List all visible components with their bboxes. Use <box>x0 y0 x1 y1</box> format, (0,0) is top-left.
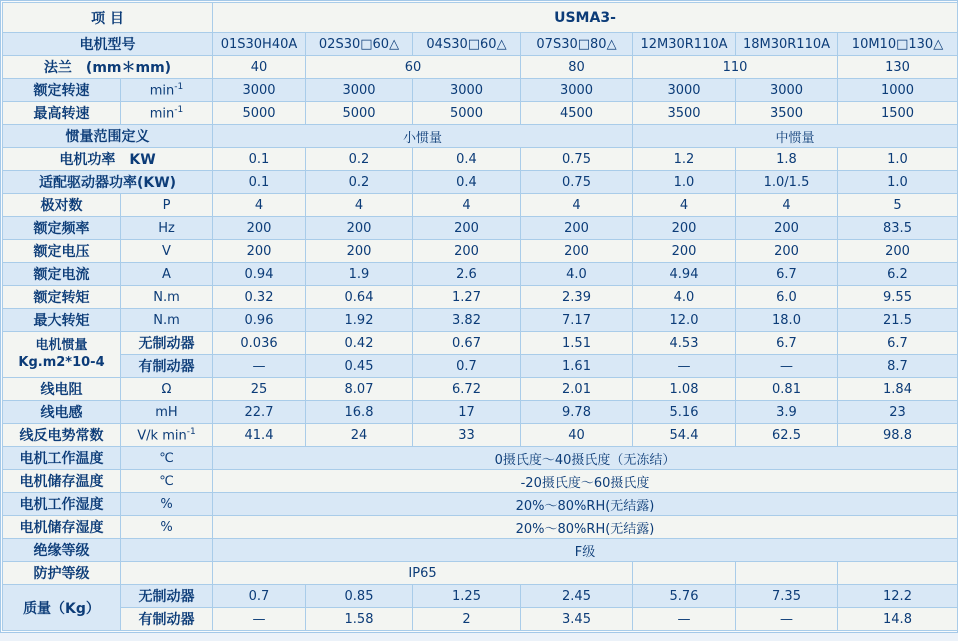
value-cell: 2.39 <box>521 286 633 309</box>
value-cell: 0.45 <box>306 355 413 378</box>
value-cell: 1000 <box>838 79 958 102</box>
value-cell: 20%～80%RH(无结露) <box>213 493 958 516</box>
value-cell: 24 <box>306 424 413 447</box>
value-cell: 21.5 <box>838 309 958 332</box>
value-cell: 3.9 <box>736 401 838 424</box>
value-cell: 1.58 <box>306 608 413 631</box>
value-cell: 4 <box>633 194 736 217</box>
unit-cell <box>121 562 213 585</box>
row-label: 额定电压 <box>3 240 121 263</box>
value-cell: 80 <box>521 56 633 79</box>
empty-cell <box>736 562 838 585</box>
value-cell: 130 <box>838 56 958 79</box>
value-cell: 0.75 <box>521 148 633 171</box>
row-inertia-class <box>3 125 958 148</box>
value-cell: 0.2 <box>306 148 413 171</box>
motor-spec-table <box>2 2 958 631</box>
value-cell: 0.42 <box>306 332 413 355</box>
value-cell: 200 <box>521 240 633 263</box>
unit-cell: N.m <box>121 309 213 332</box>
row-rated-voltage <box>3 240 958 263</box>
value-cell: 1.27 <box>413 286 521 309</box>
value-cell: 4 <box>413 194 521 217</box>
value-cell: 3000 <box>306 79 413 102</box>
unit-text: min <box>149 106 175 122</box>
row-pole-pairs <box>3 194 958 217</box>
value-cell: F级 <box>213 539 958 562</box>
value-cell: -20摄氏度～60摄氏度 <box>213 470 958 493</box>
row-flange <box>3 56 958 79</box>
row-label: 额定电流 <box>3 263 121 286</box>
value-cell: 60 <box>306 56 521 79</box>
row-label: 电机储存湿度 <box>3 516 121 539</box>
unit-sup: -1 <box>174 104 184 115</box>
value-cell: 1.08 <box>633 378 736 401</box>
row-label: 绝缘等级 <box>3 539 121 562</box>
value-cell: 200 <box>306 217 413 240</box>
value-cell: 7.17 <box>521 309 633 332</box>
row-label: 电机储存温度 <box>3 470 121 493</box>
value-cell: 0.32 <box>213 286 306 309</box>
value-cell: — <box>213 355 306 378</box>
value-cell: 8.07 <box>306 378 413 401</box>
row-rated-freq <box>3 217 958 240</box>
value-cell: 0.1 <box>213 171 306 194</box>
value-cell: 62.5 <box>736 424 838 447</box>
value-cell: 3000 <box>521 79 633 102</box>
row-label: 额定转矩 <box>3 286 121 309</box>
value-cell: 23 <box>838 401 958 424</box>
unit-cell: % <box>121 516 213 539</box>
row-insulation <box>3 539 958 562</box>
value-cell: 6.7 <box>736 332 838 355</box>
inertia-label-line2: Kg.m2*10-4 <box>18 354 105 370</box>
value-cell: 6.72 <box>413 378 521 401</box>
unit-cell <box>121 102 213 125</box>
value-cell: 0摄氏度～40摄氏度（无冻结） <box>213 447 958 470</box>
row-label: 惯量范围定义 <box>3 125 213 148</box>
value-cell: 1.61 <box>521 355 633 378</box>
value-cell: — <box>633 608 736 631</box>
value-cell: 40 <box>213 56 306 79</box>
value-cell: 54.4 <box>633 424 736 447</box>
value-cell: 3000 <box>736 79 838 102</box>
value-cell: 4.0 <box>521 263 633 286</box>
row-protection <box>3 562 958 585</box>
value-cell: 200 <box>413 240 521 263</box>
value-cell: 5.76 <box>633 585 736 608</box>
value-cell: 83.5 <box>838 217 958 240</box>
value-cell: 1.92 <box>306 309 413 332</box>
unit-cell: N.m <box>121 286 213 309</box>
value-cell: 1.2 <box>633 148 736 171</box>
value-cell: 4500 <box>521 102 633 125</box>
value-cell: 98.8 <box>838 424 958 447</box>
row-label: 线反电势常数 <box>3 424 121 447</box>
value-cell: — <box>736 355 838 378</box>
unit-cell: % <box>121 493 213 516</box>
row-line-inductance <box>3 401 958 424</box>
value-cell: 17 <box>413 401 521 424</box>
row-header <box>3 3 958 33</box>
value-cell: 3.45 <box>521 608 633 631</box>
value-cell: 6.0 <box>736 286 838 309</box>
row-label: 最大转矩 <box>3 309 121 332</box>
value-cell: — <box>736 608 838 631</box>
unit-cell: V <box>121 240 213 263</box>
value-cell: 0.75 <box>521 171 633 194</box>
value-cell: 5 <box>838 194 958 217</box>
value-cell: 14.8 <box>838 608 958 631</box>
unit-cell: ℃ <box>121 470 213 493</box>
unit-sup: -1 <box>186 426 196 437</box>
value-cell: 200 <box>213 217 306 240</box>
value-cell: 1.51 <box>521 332 633 355</box>
value-cell: 6.2 <box>838 263 958 286</box>
value-cell: 200 <box>838 240 958 263</box>
value-cell: 4 <box>213 194 306 217</box>
value-cell: 小惯量 <box>213 125 633 148</box>
value-cell: 0.64 <box>306 286 413 309</box>
value-cell: 2.01 <box>521 378 633 401</box>
unit-cell: Hz <box>121 217 213 240</box>
value-cell: 12.0 <box>633 309 736 332</box>
row-rated-speed <box>3 79 958 102</box>
unit-text: min <box>149 83 175 99</box>
value-cell: 3.82 <box>413 309 521 332</box>
unit-cell <box>121 79 213 102</box>
value-cell: 6.7 <box>838 332 958 355</box>
value-cell: 5000 <box>213 102 306 125</box>
value-cell: 1.0/1.5 <box>736 171 838 194</box>
value-cell: 3500 <box>633 102 736 125</box>
row-driver-power <box>3 171 958 194</box>
value-cell: 4.53 <box>633 332 736 355</box>
row-label: 线电感 <box>3 401 121 424</box>
row-label: 适配驱动器功率(KW) <box>3 171 213 194</box>
unit-cell: ℃ <box>121 447 213 470</box>
value-cell: 0.2 <box>306 171 413 194</box>
value-cell: 3500 <box>736 102 838 125</box>
row-motor-power <box>3 148 958 171</box>
unit-cell <box>121 539 213 562</box>
value-cell: 200 <box>736 240 838 263</box>
value-cell: 16.8 <box>306 401 413 424</box>
value-cell: 25 <box>213 378 306 401</box>
value-cell: 0.85 <box>306 585 413 608</box>
series-header: USMA3- <box>213 3 958 33</box>
value-cell: 20%～80%RH(无结露) <box>213 516 958 539</box>
value-cell: 0.96 <box>213 309 306 332</box>
row-rated-current <box>3 263 958 286</box>
item-header: 项 目 <box>3 3 213 33</box>
value-cell: 中惯量 <box>633 125 958 148</box>
value-cell: 0.1 <box>213 148 306 171</box>
value-cell: 5000 <box>306 102 413 125</box>
value-cell: 1.0 <box>838 148 958 171</box>
row-label: 电机工作湿度 <box>3 493 121 516</box>
row-back-emf <box>3 424 958 447</box>
value-cell: 40 <box>521 424 633 447</box>
row-label: 额定频率 <box>3 217 121 240</box>
value-cell: — <box>213 608 306 631</box>
value-cell: 12.2 <box>838 585 958 608</box>
row-storage-temp <box>3 470 958 493</box>
value-cell: 6.7 <box>736 263 838 286</box>
value-cell: 1.25 <box>413 585 521 608</box>
unit-cell: mH <box>121 401 213 424</box>
value-cell: 4.0 <box>633 286 736 309</box>
value-cell: 0.4 <box>413 171 521 194</box>
value-cell: 200 <box>521 217 633 240</box>
model-cell: 10M10□130△ <box>838 33 958 56</box>
value-cell: 0.4 <box>413 148 521 171</box>
value-cell: 1.0 <box>838 171 958 194</box>
row-label: 电机工作温度 <box>3 447 121 470</box>
value-cell: 200 <box>633 240 736 263</box>
row-max-torque <box>3 309 958 332</box>
value-cell: 2.6 <box>413 263 521 286</box>
value-cell: 5000 <box>413 102 521 125</box>
value-cell: 0.7 <box>213 585 306 608</box>
unit-text: V/k min <box>137 428 187 444</box>
model-cell: 07S30□80△ <box>521 33 633 56</box>
value-cell: 22.7 <box>213 401 306 424</box>
value-cell: 4 <box>306 194 413 217</box>
value-cell: 41.4 <box>213 424 306 447</box>
unit-sup: -1 <box>174 81 184 92</box>
value-cell: 200 <box>633 217 736 240</box>
row-label: 极对数 <box>3 194 121 217</box>
row-work-temp <box>3 447 958 470</box>
model-cell: 12M30R110A <box>633 33 736 56</box>
value-cell: IP65 <box>213 562 633 585</box>
row-label: 最高转速 <box>3 102 121 125</box>
value-cell: 200 <box>213 240 306 263</box>
model-cell: 01S30H40A <box>213 33 306 56</box>
value-cell: 3000 <box>213 79 306 102</box>
value-cell: 4 <box>521 194 633 217</box>
model-cell: 04S30□60△ <box>413 33 521 56</box>
unit-cell: P <box>121 194 213 217</box>
sub-label: 有制动器 <box>121 608 213 631</box>
value-cell: 200 <box>736 217 838 240</box>
empty-cell <box>838 562 958 585</box>
row-inertia-with-brake <box>3 355 958 378</box>
unit-cell: Ω <box>121 378 213 401</box>
value-cell: 4.94 <box>633 263 736 286</box>
row-label: 额定转速 <box>3 79 121 102</box>
row-rated-torque <box>3 286 958 309</box>
row-label: 法兰 (mm＊mm) <box>3 56 213 79</box>
row-work-humidity <box>3 493 958 516</box>
value-cell: 3000 <box>633 79 736 102</box>
row-label: 质量（Kg） <box>3 585 121 631</box>
row-line-resistance <box>3 378 958 401</box>
row-storage-humidity <box>3 516 958 539</box>
value-cell: 0.94 <box>213 263 306 286</box>
value-cell: 2.45 <box>521 585 633 608</box>
sub-label: 有制动器 <box>121 355 213 378</box>
value-cell: 18.0 <box>736 309 838 332</box>
value-cell: 1.0 <box>633 171 736 194</box>
row-inertia-no-brake <box>3 332 958 355</box>
unit-cell: A <box>121 263 213 286</box>
value-cell: 1.8 <box>736 148 838 171</box>
value-cell: 1500 <box>838 102 958 125</box>
value-cell: 0.036 <box>213 332 306 355</box>
row-label: 线电阻 <box>3 378 121 401</box>
value-cell: 110 <box>633 56 838 79</box>
value-cell: 8.7 <box>838 355 958 378</box>
row-label <box>3 332 121 378</box>
row-max-speed <box>3 102 958 125</box>
value-cell: 200 <box>413 217 521 240</box>
value-cell: 1.9 <box>306 263 413 286</box>
value-cell: 4 <box>736 194 838 217</box>
row-model <box>3 33 958 56</box>
row-label: 电机功率 KW <box>3 148 213 171</box>
value-cell: 9.78 <box>521 401 633 424</box>
value-cell: — <box>633 355 736 378</box>
inertia-label-line1: 电机惯量 <box>35 338 88 354</box>
value-cell: 9.55 <box>838 286 958 309</box>
sub-label: 无制动器 <box>121 585 213 608</box>
value-cell: 200 <box>306 240 413 263</box>
value-cell: 0.67 <box>413 332 521 355</box>
sub-label: 无制动器 <box>121 332 213 355</box>
model-cell: 18M30R110A <box>736 33 838 56</box>
value-cell: 0.81 <box>736 378 838 401</box>
value-cell: 0.7 <box>413 355 521 378</box>
value-cell: 5.16 <box>633 401 736 424</box>
row-mass-with-brake <box>3 608 958 631</box>
row-label: 电机型号 <box>3 33 213 56</box>
value-cell: 7.35 <box>736 585 838 608</box>
value-cell: 3000 <box>413 79 521 102</box>
value-cell: 33 <box>413 424 521 447</box>
model-cell: 02S30□60△ <box>306 33 413 56</box>
row-label: 防护等级 <box>3 562 121 585</box>
value-cell: 2 <box>413 608 521 631</box>
value-cell: 1.84 <box>838 378 958 401</box>
empty-cell <box>633 562 736 585</box>
unit-cell <box>121 424 213 447</box>
row-mass-no-brake <box>3 585 958 608</box>
